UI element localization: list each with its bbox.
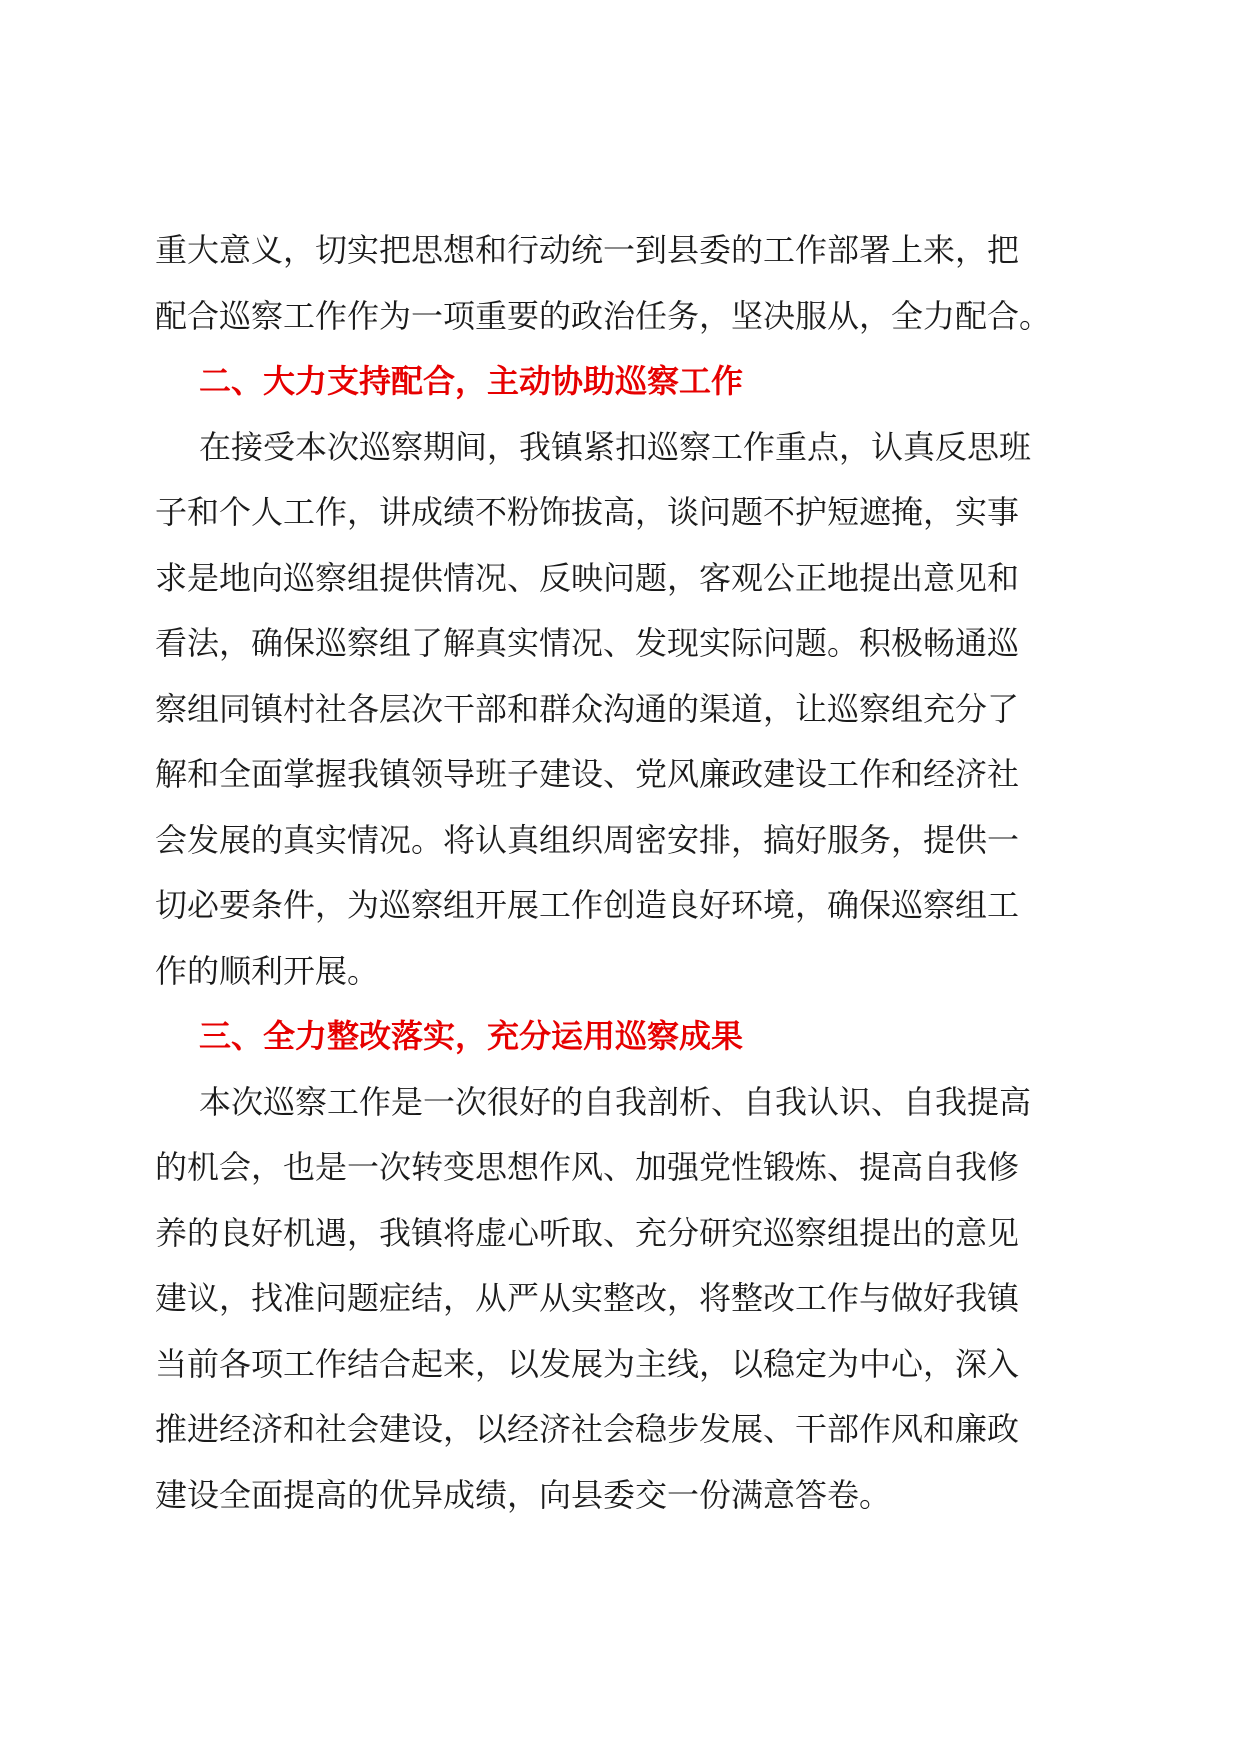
paragraph-line: 求是地向巡察组提供情况、反映问题，客观公正地提出意见和 [155, 558, 1020, 597]
paragraph-continuation [155, 218, 1085, 349]
paragraph-line: 在接受本次巡察期间，我镇紧扣巡察工作重点，认真反思班 [199, 427, 1032, 466]
paragraph-line: 子和个人工作，讲成绩不粉饰拔高，谈问题不护短遮掩，实事 [155, 493, 1020, 531]
paragraph-line: 建议，找准问题症结，从严从实整改，将整改工作与做好我镇 [155, 1279, 1020, 1317]
paragraph-line: 作的顺利开展。 [155, 951, 380, 990]
paragraph-line: 察组同镇村社各层次干部和群众沟通的渠道，让巡察组充分了 [155, 689, 1020, 728]
paragraph-line: 建设全面提高的优异成绩，向县委交一份满意答卷。 [155, 1475, 892, 1514]
section-heading-2: 二、大力支持配合，主动协助巡察工作 [199, 362, 744, 400]
paragraph-line: 解和全面掌握我镇领导班子建设、党风廉政建设工作和经济社 [155, 755, 1020, 793]
paragraph-line: 本次巡察工作是一次很好的自我剖析、自我认识、自我提高 [199, 1082, 1032, 1121]
paragraph-line: 看法，确保巡察组了解真实情况、发现实际问题。积极畅通巡 [155, 624, 1020, 662]
paragraph-line: 的机会，也是一次转变思想作风、加强党性锻炼、提高自我修 [155, 1148, 1020, 1186]
paragraph-support-cooperation [155, 415, 1085, 1005]
paragraph-line: 配合巡察工作作为一项重要的政治任务，坚决服从，全力配合。 [155, 296, 1052, 335]
paragraph-line: 养的良好机遇，我镇将虚心听取、充分研究巡察组提出的意见 [155, 1213, 1020, 1252]
section-heading-3: 三、全力整改落实，充分运用巡察成果 [199, 1017, 744, 1055]
paragraph-line: 会发展的真实情况。将认真组织周密安排，搞好服务，提供一 [155, 820, 1020, 859]
paragraph-rectification [155, 1070, 1085, 1529]
paragraph-line: 推进经济和社会建设，以经济社会稳步发展、干部作风和廉政 [155, 1410, 1020, 1448]
paragraph-line: 重大意义，切实把思想和行动统一到县委的工作部署上来，把 [155, 231, 1020, 269]
paragraph-line: 切必要条件，为巡察组开展工作创造良好环境，确保巡察组工 [155, 886, 1020, 924]
paragraph-line: 当前各项工作结合起来，以发展为主线，以稳定为中心，深入 [155, 1344, 1020, 1383]
document-body [155, 218, 1085, 1528]
